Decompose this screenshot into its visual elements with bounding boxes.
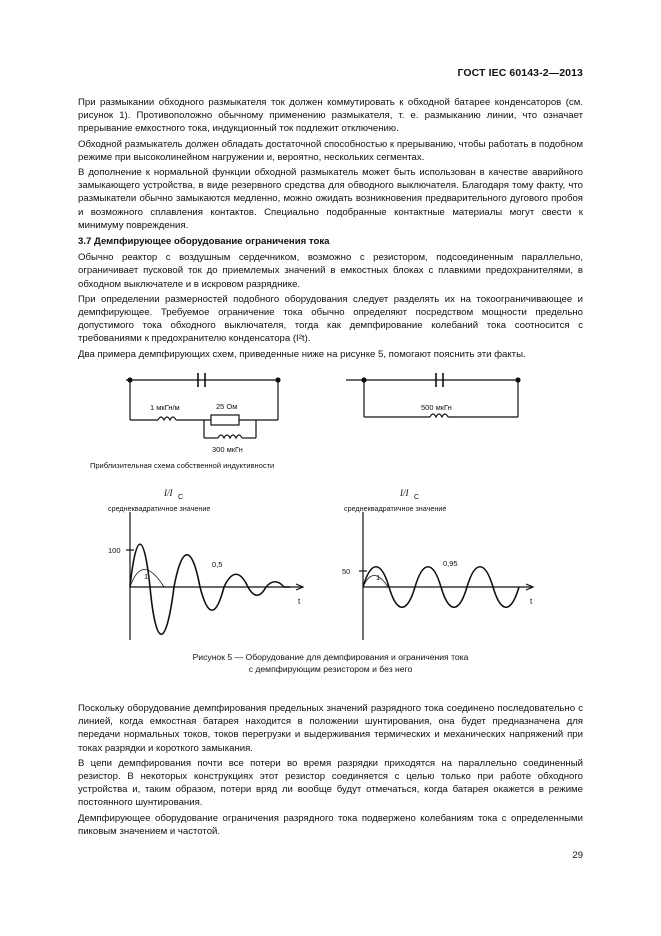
right-circuit [346,373,520,417]
caption-line: с демпфирующим резистором и без него [248,664,413,674]
y-axis-symbol-sub: C [178,494,184,501]
paragraph: В дополнение к нормальной функции обходной размыкатель может быть использован в качестве аварийного замыкающего устройства, в виде резервного средства для обводного выключателя. Благодаря тому факту, что размыкатели обычно замыкаются медленно, можно ожидать возникновения предварительного дугового пробоя и возможного сплавления контактов. Специально подобранные контактные материалы могут свести к минимуму повреждения. [78,167,583,231]
paragraph: При определении размерностей подобного оборудования следует разделять их на токоограничивающее и демпфирующее. Требуемое ограничение тока обычно определяют посредством мощности предельно допустимого тока обходного выключателя, тогда как демпфирование колебаний тока соотносится с требованиями к предохранителю конденсатора (I²t). [78,293,583,345]
unit-label: 1 [144,572,149,581]
y-axis-label: среднеквадратичное значение [344,504,447,513]
section-number: 3.7 [78,236,92,248]
inductance-note: Приблизительная схема собственной индуктивности [90,461,275,470]
paragraph: Демпфирующее оборудование ограничения разрядного тока подвержено колебаниям тока с определенными пиковым значением и частотой. [78,812,583,837]
second-peak-label: 0,95 [443,559,458,568]
resistor-label: 25 Ом [216,402,238,411]
x-axis-label: t [298,597,301,606]
paragraph: Два примера демпфирующих схем, приведенные ниже на рисунке 5, помогают пояснить эти факты. [78,348,526,360]
y-axis-label: среднеквадратичное значение [108,504,211,513]
text-block-top [78,96,583,363]
section-title: Демпфирующее оборудование ограничения тока [94,236,330,248]
peak-label: 100 [108,546,121,555]
y-axis-symbol: I/I [164,488,173,498]
left-graph [108,488,303,640]
paragraph: В цепи демпфирования почти все потери во время разрядки приходятся на параллельно соединенный резистор. В некоторых конструкциях этот резистор соединяется с целью только при работе обходного устройства и, таким образом, потери вряд ли вообще будут отмечаться, когда батарея окажется в режиме постоянного шунтирования. [78,757,583,809]
figure-5 [78,360,583,690]
document-header: ГОСТ IEC 60143-2—2013 [457,67,583,79]
x-axis-label: t [530,597,533,606]
section-heading [78,235,583,248]
inductor-label: 1 мкГн/м [150,403,180,412]
left-circuit [126,373,280,454]
second-peak-label: 0,5 [212,560,223,569]
reactor-inductor [430,414,448,417]
unit-label: 1 [376,573,381,582]
y-axis-symbol-sub: C [414,494,420,501]
paragraph: Обходной размыкатель должен обладать достаточной способностью к прерыванию, чтобы работать в подобном режиме при высоколинейном нагружении и, вероятно, нескольких сегментах. [78,138,583,163]
reactor-inductor [218,435,242,438]
paragraph: При размыкании обходного размыкателя ток должен коммутировать к обходной батарее конденсаторов (см. рисунок 1). Противоположно обычному применению размыкателя, т. е. размыканию линии, что означает прерывание емкостного тока, индукционный ток подлежит отключению. [78,97,583,135]
text-block-bottom [78,702,583,840]
damped-oscillation-curve [130,544,290,634]
caption-line: Рисунок 5 — Оборудование для демпфирования и ограничения тока [192,652,469,662]
figure-caption [78,651,583,675]
resistor [211,415,239,425]
y-axis-symbol: I/I [400,488,409,498]
right-graph [342,488,533,640]
line-inductor [158,417,176,420]
page-number: 29 [572,850,583,861]
peak-label: 50 [342,567,351,576]
paragraph: Поскольку оборудование демпфирования предельных значений разрядного тока соединено последовательно с линией, когда емкостная батарея находится в положении шунтирования, она будет предназначена для передачи нормальных токов, токов перегрузки и выдерживания термических и механических напряжений при токах разрядки и короткого замыкания. [78,703,583,754]
paragraph: Обычно реактор с воздушным сердечником, возможно с резистором, подсоединенным параллельно, ограничивает пусковой ток до приемлемых значений в емкостных блоках с плавкими предохранителями, в обходном выключателе и в искровом разряднике. [78,252,583,290]
reactor-label: 300 мкГн [212,445,243,454]
reactor-label: 500 мкГн [421,403,452,412]
